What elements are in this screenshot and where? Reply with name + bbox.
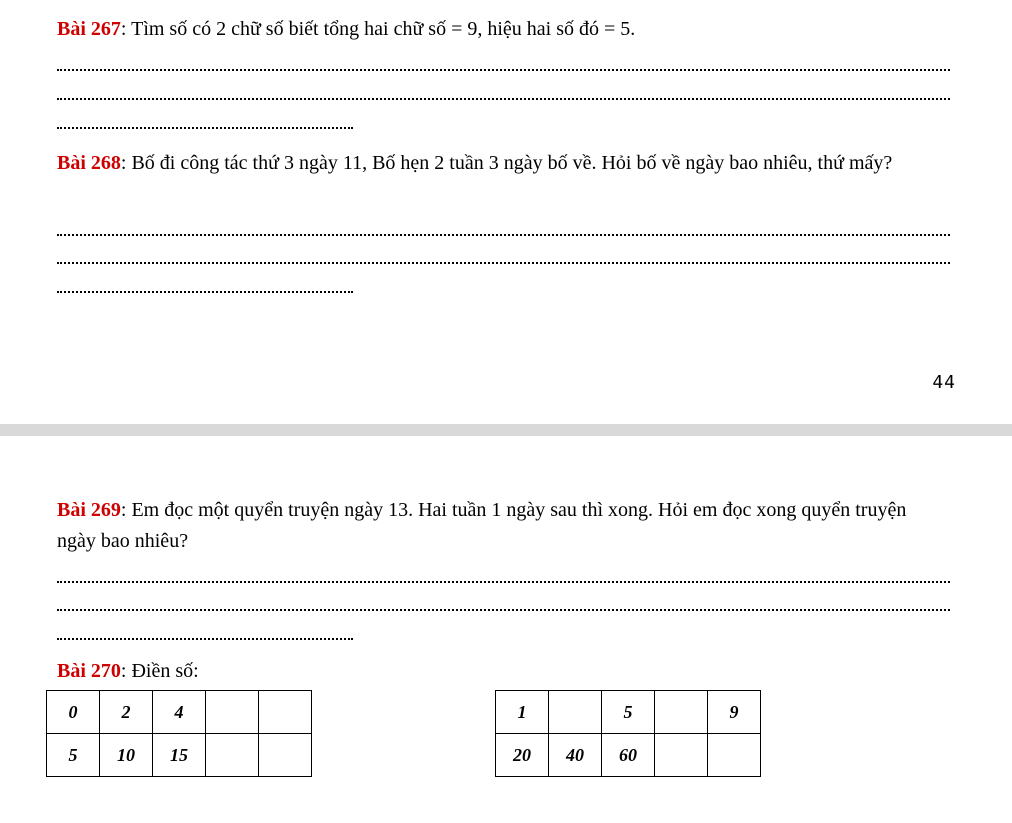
answer-line [57, 127, 353, 129]
table-cell[interactable] [708, 734, 761, 777]
table-cell[interactable]: 10 [100, 734, 153, 777]
question-270-text: : Điền số: [120, 660, 199, 682]
table-cell[interactable]: 20 [496, 734, 549, 777]
table-cell[interactable] [655, 691, 708, 734]
table-cell[interactable] [655, 734, 708, 777]
question-268 [57, 148, 917, 179]
table-cell[interactable]: 4 [153, 691, 206, 734]
answer-line [57, 581, 950, 583]
question-268-text: : Bố đi công tác thứ 3 ngày 11, Bố hẹn 2 tuần 3 ngày bố về. Hỏi bố về ngày bao nhiêu, thứ mấy? [120, 152, 893, 174]
table-cell[interactable] [206, 691, 259, 734]
page-separator [0, 424, 1012, 436]
table-cell[interactable]: 0 [47, 691, 100, 734]
answer-line [57, 262, 950, 264]
number-table-left [46, 690, 312, 777]
number-table-right [495, 690, 761, 777]
question-269-label: Bài 269 [57, 499, 121, 521]
table-cell[interactable] [206, 734, 259, 777]
question-269-text: : Em đọc một quyển truyện ngày 13. Hai tuần 1 ngày sau thì xong. Hỏi em đọc xong quyển truyện ngày bao nhiêu? [57, 499, 907, 552]
table-cell[interactable]: 5 [47, 734, 100, 777]
table-cell[interactable]: 1 [496, 691, 549, 734]
question-269 [57, 495, 927, 557]
table-row [496, 734, 761, 777]
table-row [47, 734, 312, 777]
question-270 [57, 656, 937, 687]
table-cell[interactable]: 60 [602, 734, 655, 777]
page-number: 44 [932, 372, 956, 393]
question-267-label: Bài 267 [57, 18, 121, 40]
table-cell[interactable] [259, 734, 312, 777]
answer-line [57, 609, 950, 611]
answer-line [57, 638, 353, 640]
answer-line [57, 291, 353, 293]
page-45 [0, 436, 1012, 823]
table-cell[interactable] [549, 691, 602, 734]
table-cell[interactable]: 15 [153, 734, 206, 777]
question-267 [57, 14, 937, 45]
table-cell[interactable]: 40 [549, 734, 602, 777]
question-270-label: Bài 270 [57, 660, 121, 682]
table-row [47, 691, 312, 734]
question-267-text: : Tìm số có 2 chữ số biết tổng hai chữ số = 9, hiệu hai số đó = 5. [120, 18, 636, 40]
table-row [496, 691, 761, 734]
table-cell[interactable] [259, 691, 312, 734]
answer-line [57, 98, 950, 100]
table-cell[interactable]: 9 [708, 691, 761, 734]
table-cell[interactable]: 2 [100, 691, 153, 734]
answer-line [57, 69, 950, 71]
table-cell[interactable]: 5 [602, 691, 655, 734]
question-268-label: Bài 268 [57, 152, 121, 174]
answer-line [57, 234, 950, 236]
